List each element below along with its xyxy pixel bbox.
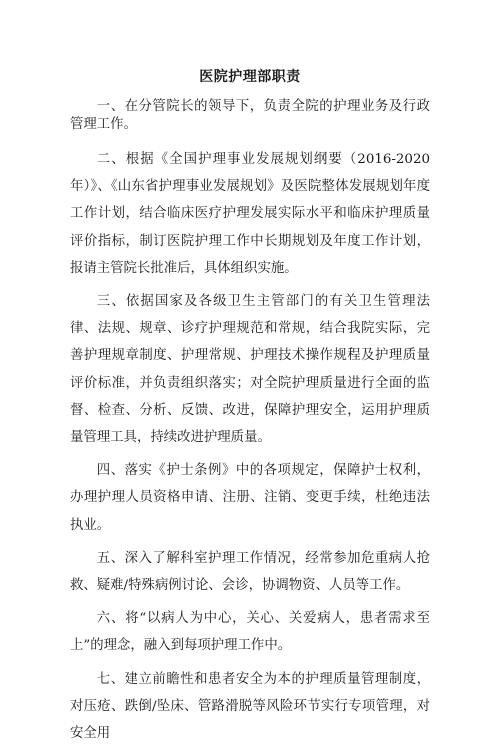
paragraph-1: 一、在分管院长的领导下，负责全院的护理业务及行政管理工作。: [70, 99, 430, 132]
paragraph-2: 二、根据《全国护理事业发展规划纲要（2016-2020年）》、《山东省护理事业发展规划》及医院整体发展规划年度工作计划，结合临床医疗护理发展实际水平和临床护理质量评价指标，制订医院护理工作中长期规划及年度工作计划，报请主管院长批准后，具体组织实施。: [70, 152, 430, 276]
paragraph-6: 六、将“以病人为中心，关心、关爱病人，患者需求至上”的理念，融入到每项护理工作中。: [70, 611, 430, 654]
paragraph-4: 四、落实《护士条例》中的各项规定，保障护士权利，办理护理人员资格申请、注册、注销、变更手续，杜绝违法执业。: [70, 463, 430, 533]
document-title: 医院护理部职责: [199, 69, 301, 85]
paragraph-3: 三、依据国家及各级卫生主管部门的有关卫生管理法律、法规、规章、诊疗护理规范和常规，结合我院实际，完善护理规章制度、护理常规、护理技术操作规程及护理质量评价标准，并负责组织落实；对全院护理质量进行全面的监督、检查、分析、反馈、改进，保障护理安全，运用护理质量管理工具，持续改进护理质量。: [70, 294, 430, 446]
paragraph-7: 七、建立前瞻性和患者安全为本的护理质量管理制度，对压疮、跌倒/坠床、管路滑脱等风险环节实行专项管理，对安全用: [70, 671, 430, 742]
paragraph-5: 五、深入了解科室护理工作情况，经常参加危重病人抢救、疑难/特殊病例讨论、会诊，协调物资、人员等工作。: [70, 550, 430, 594]
